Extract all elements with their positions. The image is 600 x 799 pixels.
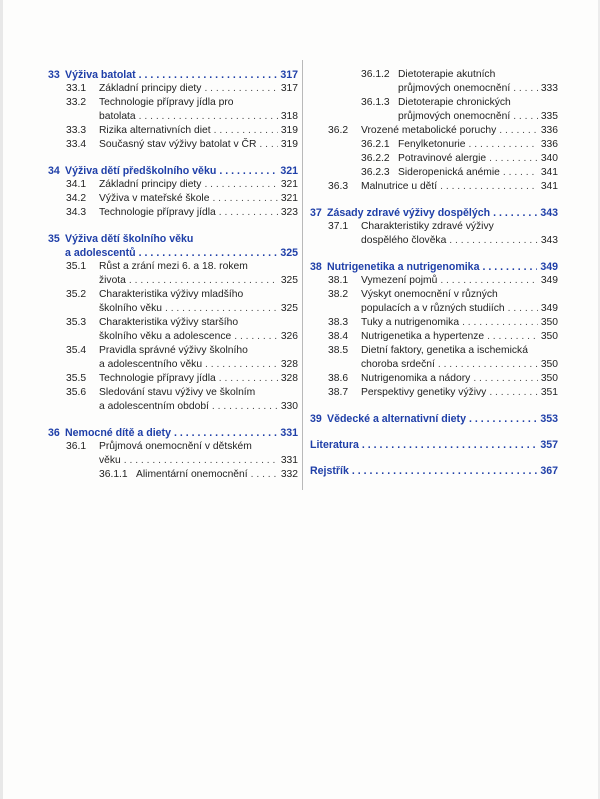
toc-entry-35-2-line1[interactable]: 35.2 Charakteristika výživy mladšího — [66, 289, 244, 300]
toc-entry-38-3[interactable]: 38.3 Tuky a nutrigenomika . . . 350 — [310, 316, 558, 330]
toc-entry-38-5-line2[interactable]: choroba srdeční . . . 350 — [310, 358, 558, 372]
toc-entry-35-6-line2[interactable]: a adolescentním období . . . 330 — [48, 400, 298, 414]
toc-entry-38-1[interactable]: 38.1 Vymezení pojmů . . . 349 — [310, 274, 558, 288]
toc-entry-38-2-line1[interactable]: 38.2 Výskyt onemocnění v různých — [328, 289, 498, 300]
toc-entry-35-1-line1[interactable]: 35.1 Růst a zrání mezi 6. a 18. rokem — [66, 261, 248, 272]
toc-literatura[interactable]: Literatura . . . 357 — [310, 438, 558, 452]
column-divider — [302, 60, 303, 490]
toc-entry-36-1-2-line1[interactable]: 36.1.2 Dietoterapie akutních — [361, 69, 496, 80]
toc-left-column — [48, 68, 298, 482]
toc-entry-35-3-line2[interactable]: školního věku a adolescence . . . 326 — [48, 330, 298, 344]
toc-entry-35-4-line1[interactable]: 35.4 Pravidla správné výživy školního — [66, 345, 248, 356]
toc-chapter-35-line2[interactable]: a adolescentů . . . 325 — [48, 246, 298, 260]
toc-entry-36-2-1[interactable]: 36.2.1 Fenylketonurie . . . 336 — [310, 138, 558, 152]
toc-entry-36-3[interactable]: 36.3 Malnutrice u dětí . . . 341 — [310, 180, 558, 194]
toc-entry-38-4[interactable]: 38.4 Nutrigenetika a hypertenze . . . 350 — [310, 330, 558, 344]
toc-right-column — [310, 68, 558, 478]
toc-entry-36-2[interactable]: 36.2 Vrozené metabolické poruchy . . . 336 — [310, 124, 558, 138]
toc-entry-35-2-line2[interactable]: školního věku . . . 325 — [48, 302, 298, 316]
toc-entry-38-2-line2[interactable]: populacích a v různých studiích . . . 349 — [310, 302, 558, 316]
toc-entry-36-1-line1[interactable]: 36.1 Průjmová onemocnění v dětském — [66, 441, 252, 452]
toc-entry-33-1[interactable]: 33.1 Základní principy diety . . . 317 — [48, 82, 298, 96]
toc-entry-35-1-line2[interactable]: života . . . 325 — [48, 274, 298, 288]
toc-entry-38-7[interactable]: 38.7 Perspektivy genetiky výživy . . . 351 — [310, 386, 558, 400]
toc-entry-38-6[interactable]: 38.6 Nutrigenomika a nádory . . . 350 — [310, 372, 558, 386]
toc-chapter-34[interactable]: 34 Výživa dětí předškolního věku . . . 321 — [48, 164, 298, 178]
toc-entry-36-1-1[interactable]: 36.1.1 Alimentární onemocnění . . . 332 — [48, 468, 298, 482]
toc-chapter-36[interactable]: 36 Nemocné dítě a diety . . . 331 — [48, 426, 298, 440]
toc-entry-34-3[interactable]: 34.3 Technologie přípravy jídla . . . 323 — [48, 206, 298, 220]
toc-entry-33-2-line2[interactable]: batolata . . . 318 — [48, 110, 298, 124]
toc-chapter-33[interactable]: 33 Výživa batolat . . . 317 — [48, 68, 298, 82]
toc-entry-38-5-line1[interactable]: 38.5 Dietní faktory, genetika a ischemická — [328, 345, 528, 356]
toc-rejstrik[interactable]: Rejstřík . . . 367 — [310, 464, 558, 478]
toc-entry-35-5[interactable]: 35.5 Technologie přípravy jídla . . . 328 — [48, 372, 298, 386]
toc-chapter-38[interactable]: 38 Nutrigenetika a nutrigenomika . . . 349 — [310, 260, 558, 274]
toc-chapter-37[interactable]: 37 Zásady zdravé výživy dospělých . . . 343 — [310, 206, 558, 220]
toc-entry-36-2-3[interactable]: 36.2.3 Sideropenická anémie . . . 341 — [310, 166, 558, 180]
toc-chapter-39[interactable]: 39 Vědecké a alternativní diety . . . 353 — [310, 412, 558, 426]
toc-entry-35-3-line1[interactable]: 35.3 Charakteristika výživy staršího — [66, 317, 239, 328]
toc-entry-35-6-line1[interactable]: 35.6 Sledování stavu výživy ve školním — [66, 387, 256, 398]
toc-chapter-35-line1[interactable]: 35 Výživa dětí školního věku — [48, 233, 194, 245]
toc-entry-34-1[interactable]: 34.1 Základní principy diety . . . 321 — [48, 178, 298, 192]
toc-entry-36-2-2[interactable]: 36.2.2 Potravinové alergie . . . 340 — [310, 152, 558, 166]
toc-entry-37-1-line2[interactable]: dospělého člověka . . . 343 — [310, 234, 558, 248]
toc-entry-33-4[interactable]: 33.4 Současný stav výživy batolat v ČR . . . 319 — [48, 138, 298, 152]
toc-entry-37-1-line1[interactable]: 37.1 Charakteristiky zdravé výživy — [328, 221, 494, 232]
toc-entry-33-2-line1[interactable]: 33.2 Technologie přípravy jídla pro — [66, 97, 234, 108]
toc-entry-35-4-line2[interactable]: a adolescentního věku . . . 328 — [48, 358, 298, 372]
toc-entry-36-1-3-line1[interactable]: 36.1.3 Dietoterapie chronických — [361, 97, 511, 108]
toc-entry-33-3[interactable]: 33.3 Rizika alternativních diet . . . 319 — [48, 124, 298, 138]
toc-entry-34-2[interactable]: 34.2 Výživa v mateřské škole . . . 321 — [48, 192, 298, 206]
toc-entry-36-1-line2[interactable]: věku . . . 331 — [48, 454, 298, 468]
toc-entry-36-1-3-line2[interactable]: průjmových onemocnění . . . 335 — [310, 110, 558, 124]
toc-entry-36-1-2-line2[interactable]: průjmových onemocnění . . . 333 — [310, 82, 558, 96]
